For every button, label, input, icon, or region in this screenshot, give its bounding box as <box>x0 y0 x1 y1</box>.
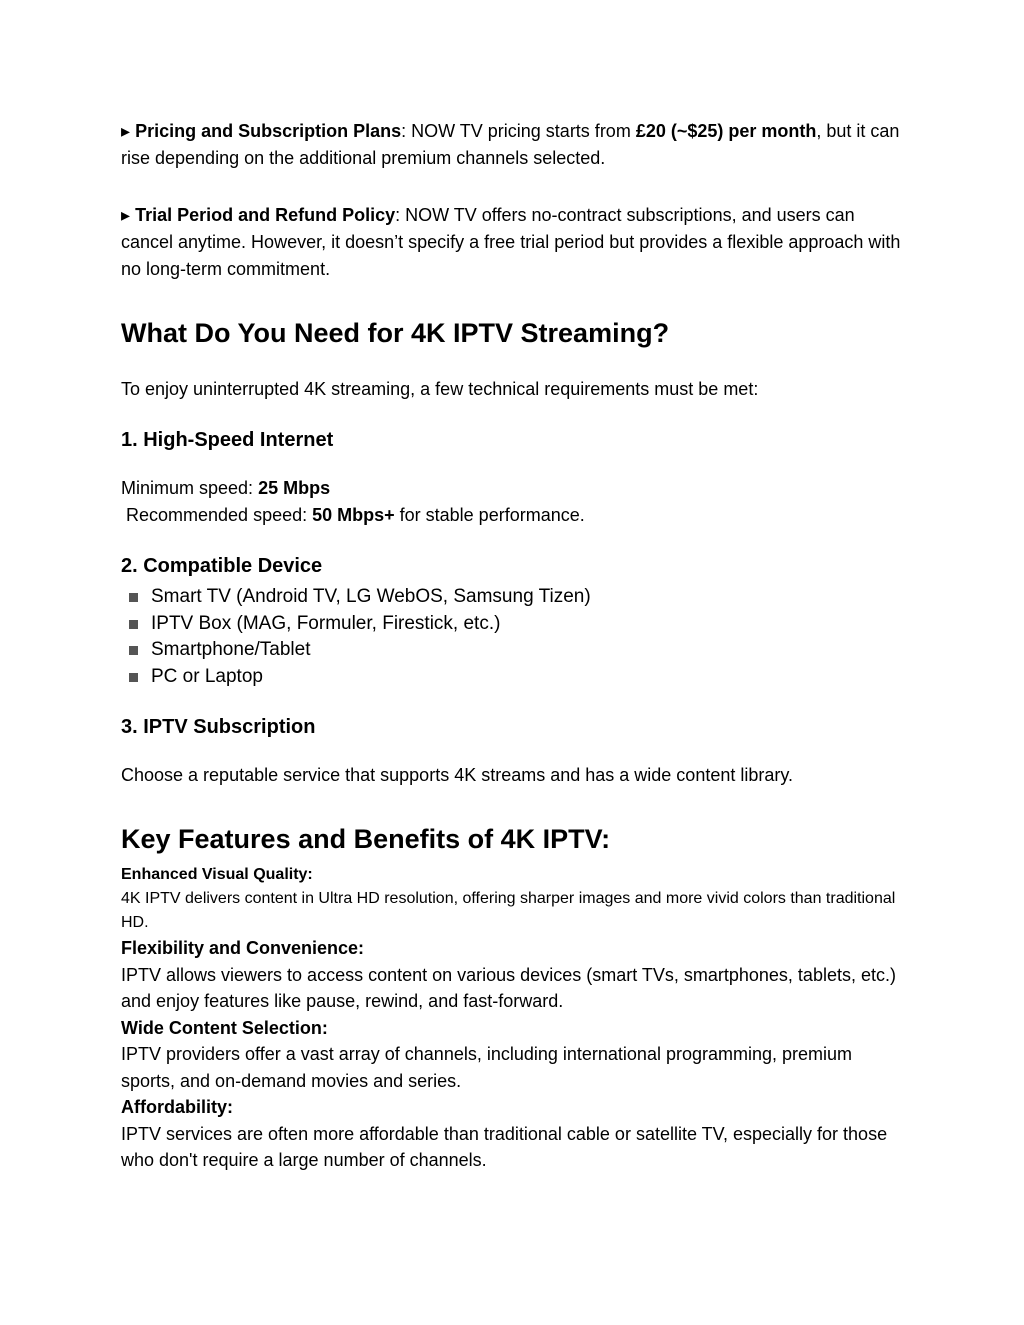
min-speed-label: Minimum speed: <box>121 478 259 498</box>
min-speed-value: 25 Mbps <box>258 478 331 498</box>
square-bullet-icon <box>129 673 138 682</box>
rec-speed-label: Recommended speed: <box>121 505 313 525</box>
list-item: Smart TV (Android TV, LG WebOS, Samsung Tizen) <box>121 584 901 611</box>
rec-speed-suffix: for stable performance. <box>394 505 585 525</box>
subscription-text: Choose a reputable service that supports 4K streams and has a wide content library. <box>121 765 794 786</box>
square-bullet-icon <box>129 593 138 602</box>
trial-paragraph <box>121 202 901 283</box>
device-list <box>121 584 901 690</box>
trial-text: : NOW TV offers no-contract subscriptions, and users can cancel anytime. However, it doesn’t specify a free trial period but provides a flexible approach with no long-term commitment. <box>121 205 901 279</box>
trial-label: Trial Period and Refund Policy <box>135 205 396 225</box>
pricing-text-b: , but it can rise depending on the additional premium channels selected. <box>121 121 900 168</box>
pricing-paragraph <box>121 118 901 172</box>
flex-title: Flexibility and Convenience: <box>121 938 365 959</box>
afford-text: IPTV services are often more affordable than traditional cable or satellite TV, especially for those who don't require a large number of channels. <box>121 1123 888 1171</box>
need-intro: To enjoy uninterrupted 4K streaming, a few technical requirements must be met: <box>121 379 759 399</box>
rec-speed-value: 50 Mbps+ <box>312 505 395 525</box>
features-heading: Key Features and Benefits of 4K IPTV: <box>121 824 611 855</box>
list-item: PC or Laptop <box>121 664 901 691</box>
document-page <box>121 118 901 1174</box>
list-item: IPTV Box (MAG, Formuler, Firestick, etc.) <box>121 611 901 638</box>
internet-heading: 1. High-Speed Internet <box>121 429 334 451</box>
list-item: Smartphone/Tablet <box>121 637 901 664</box>
content-title: Wide Content Selection: <box>121 1017 328 1038</box>
subscription-heading: 3. IPTV Subscription <box>121 716 316 739</box>
visual-title: Enhanced Visual Quality: <box>121 866 313 884</box>
content-text: IPTV providers offer a vast array of channels, including international programming, premium sports, and on-demand movies and series. <box>121 1044 853 1091</box>
pricing-price: £20 (~$25) per month <box>635 121 817 141</box>
square-bullet-icon <box>129 620 138 629</box>
pricing-label: Pricing and Subscription Plans <box>135 121 402 141</box>
rec-speed-line <box>121 502 901 529</box>
need-heading: What Do You Need for 4K IPTV Streaming? <box>121 318 670 348</box>
min-speed-line <box>121 475 901 502</box>
afford-title: Affordability: <box>121 1097 233 1118</box>
flex-text: IPTV allows viewers to access content on various devices (smart TVs, smartphones, tablets, etc.) and enjoy features like pause, rewind, and fast-forward. <box>121 964 896 1012</box>
pricing-text-a: : NOW TV pricing starts from <box>401 121 636 141</box>
triangle-bullet-icon: ▸ <box>121 205 131 225</box>
square-bullet-icon <box>129 646 138 655</box>
visual-text: 4K IPTV delivers content in Ultra HD resolution, offering sharper images and more vivid colors than traditional HD. <box>121 890 896 932</box>
device-heading: 2. Compatible Device <box>121 555 323 577</box>
triangle-bullet-icon: ▸ <box>121 121 131 141</box>
